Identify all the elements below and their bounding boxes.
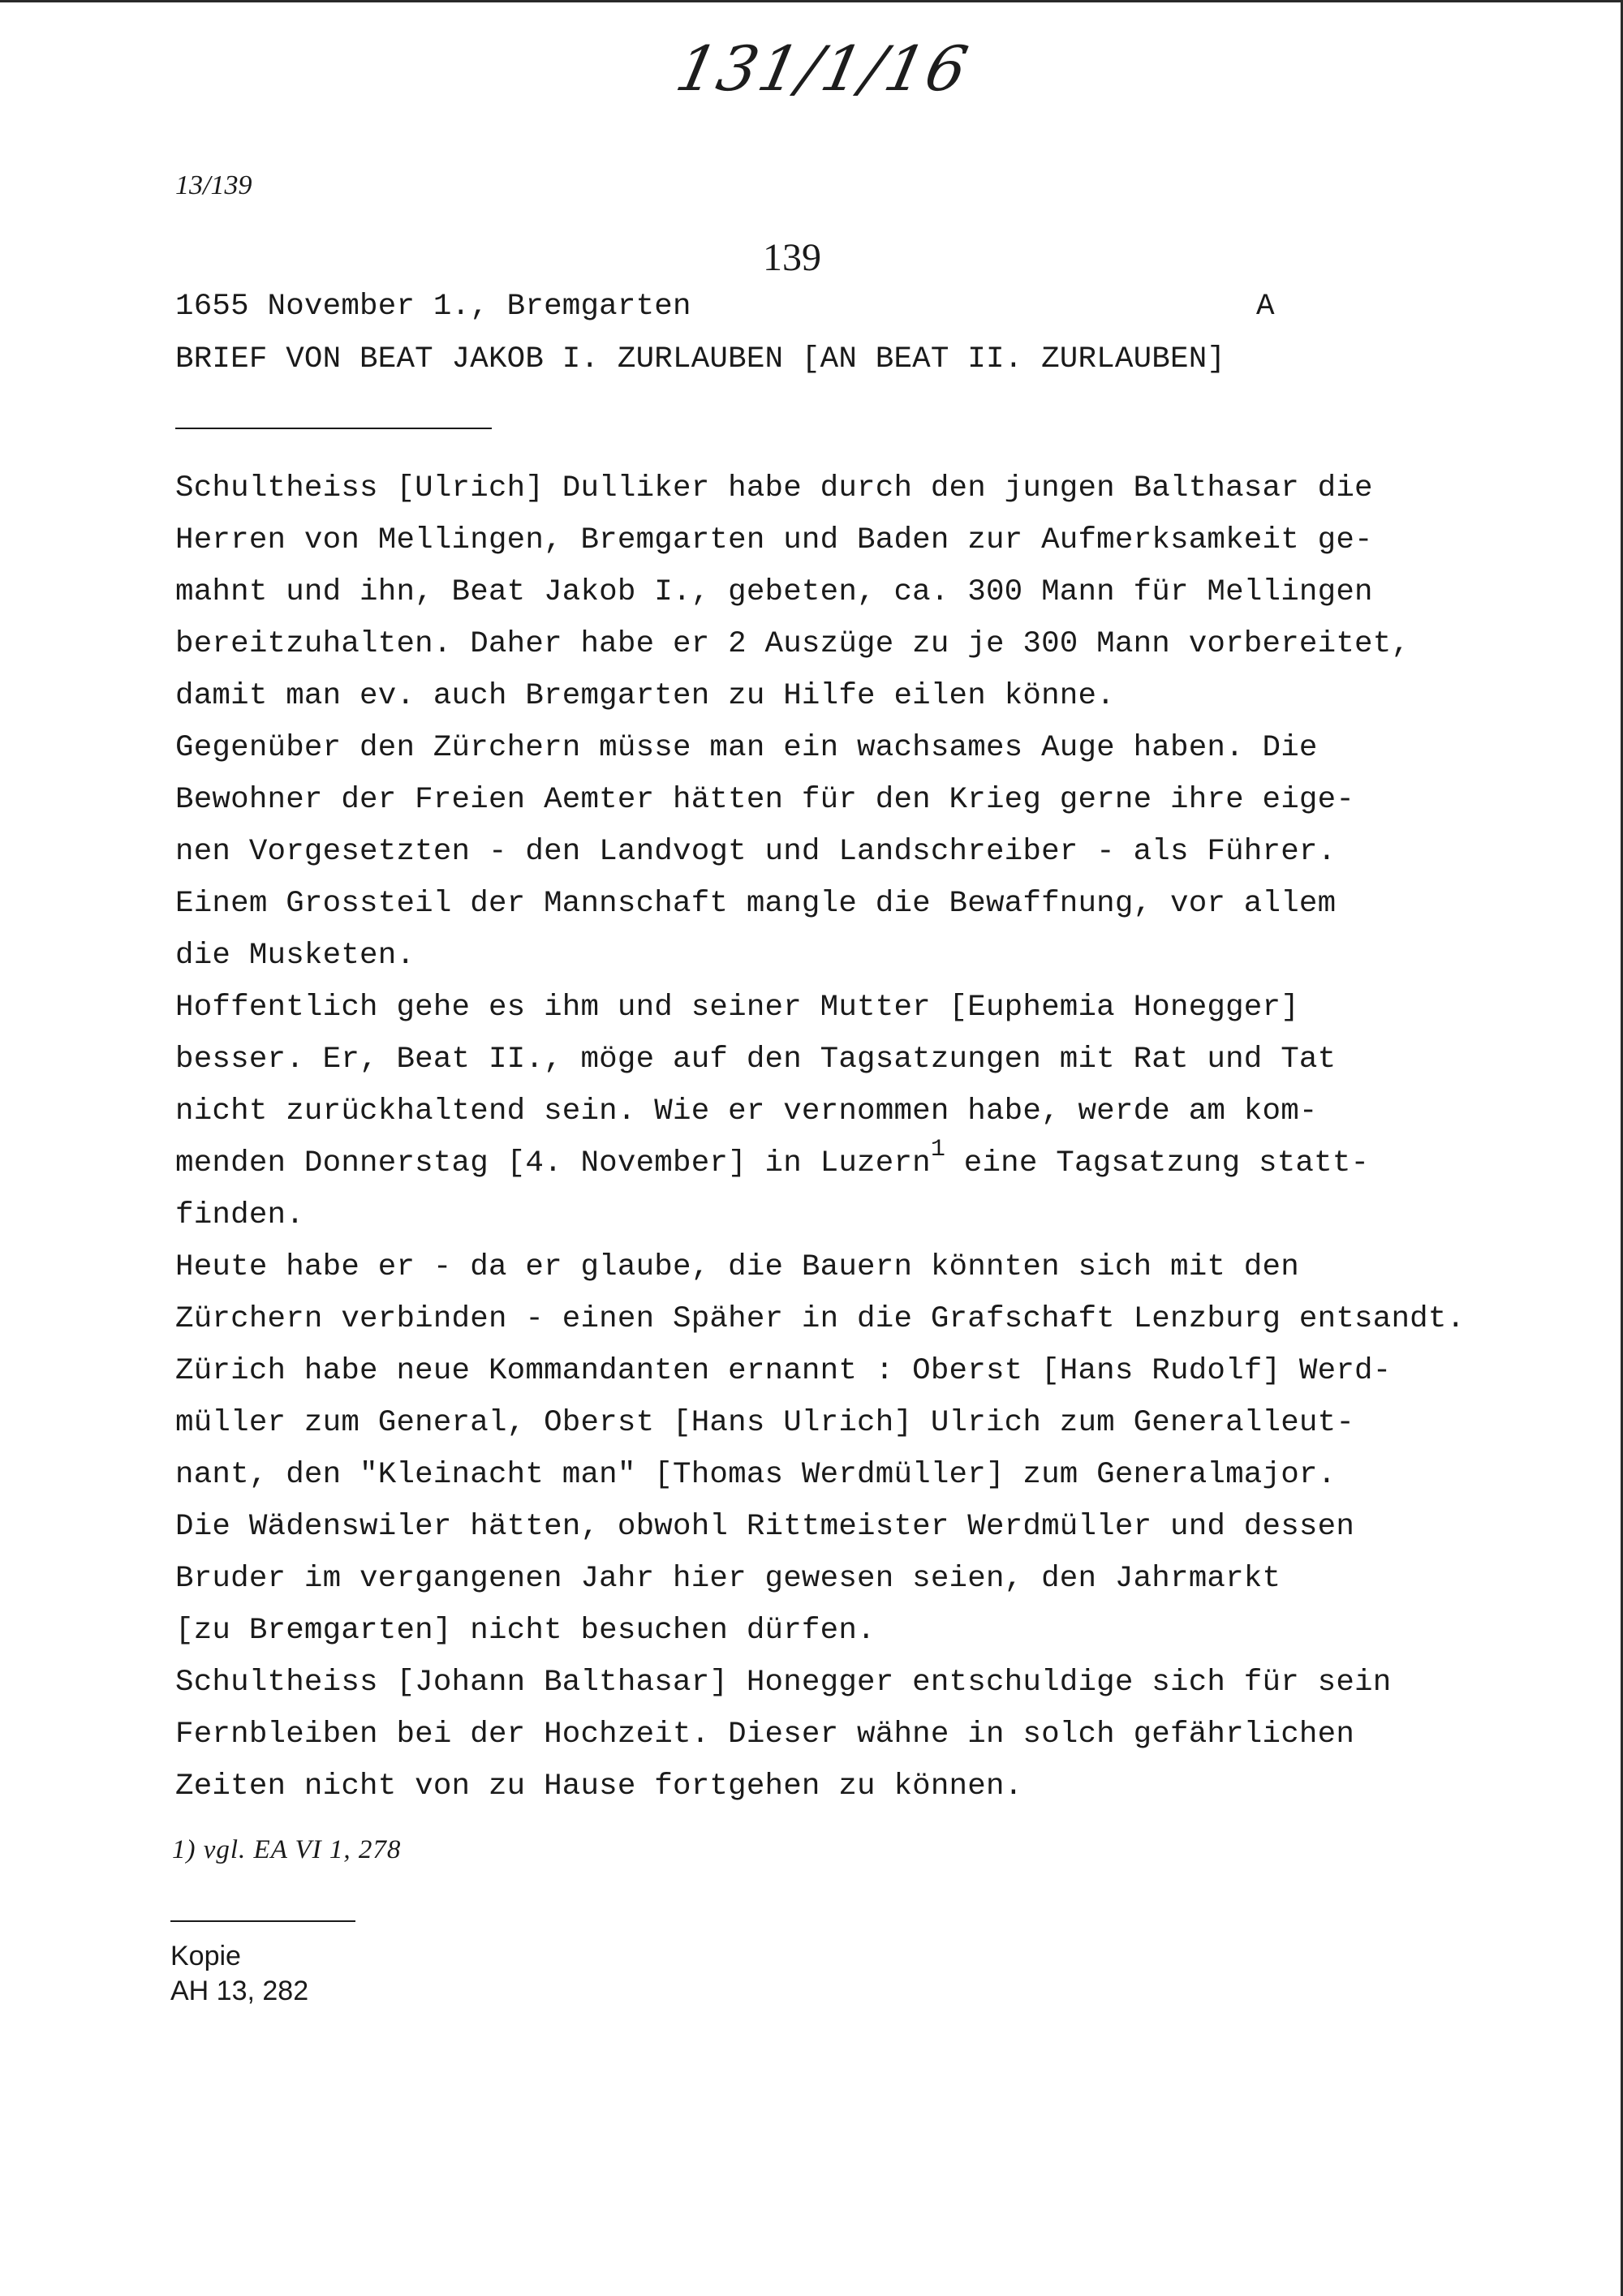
body-line: Bruder im vergangenen Jahr hier gewesen seien, den Jahrmarkt (175, 1562, 1281, 1596)
body-line: Gegenüber den Zürchern müsse man ein wachsames Auge haben. Die (175, 731, 1318, 765)
body-line: Zürchern verbinden - einen Späher in die Grafschaft Lenzburg entsandt. (175, 1302, 1466, 1336)
body-line: bereitzuhalten. Daher habe er 2 Auszüge zu je 300 Mann vorbereitet, (175, 627, 1410, 661)
body-line: nicht zurückhaltend sein. Wie er vernommen habe, werde am kom- (175, 1094, 1318, 1129)
footnote: 1) vgl. EA VI 1, 278 (172, 1835, 402, 1864)
body-line: die Musketen. (175, 939, 415, 973)
document-title: BRIEF VON BEAT JAKOB I. ZURLAUBEN [AN BEAT II. ZURLAUBEN] (175, 342, 1226, 376)
body-line-part: menden Donnerstag [4. November] in Luzern (175, 1146, 931, 1180)
title-divider (175, 428, 492, 429)
body-line: Hoffentlich gehe es ihm und seiner Mutter [Euphemia Honegger] (175, 991, 1299, 1025)
body-line: nant, den "Kleinacht man" [Thomas Werdmüller] zum Generalmajor. (175, 1458, 1337, 1492)
body-line: Herren von Mellingen, Bremgarten und Baden zur Aufmerksamkeit ge- (175, 523, 1373, 557)
body-line: Bewohner der Freien Aemter hätten für den Krieg gerne ihre eige- (175, 783, 1355, 817)
document-number: 139 (763, 236, 821, 279)
body-line-with-footnote (175, 1137, 1604, 1189)
body-line-part: eine Tagsatzung statt- (945, 1146, 1370, 1180)
body-line: mahnt und ihn, Beat Jakob I., gebeten, ca. 300 Mann für Mellingen (175, 575, 1373, 609)
version-marker: A (1256, 290, 1275, 324)
regest-body (175, 462, 1604, 1812)
reference-number: 13/139 (175, 170, 252, 200)
body-line: finden. (175, 1198, 304, 1232)
source-block (170, 1939, 308, 2009)
body-line: müller zum General, Oberst [Hans Ulrich] Ulrich zum Generalleut- (175, 1406, 1355, 1440)
source-reference: AH 13, 282 (170, 1976, 309, 2006)
body-line: damit man ev. auch Bremgarten zu Hilfe eilen könne. (175, 679, 1115, 713)
body-line: besser. Er, Beat II., möge auf den Tagsatzungen mit Rat und Tat (175, 1043, 1337, 1077)
body-line: Schultheiss [Johann Balthasar] Honegger entschuldige sich für sein (175, 1666, 1392, 1700)
body-line: Heute habe er - da er glaube, die Bauern könnten sich mit den (175, 1250, 1299, 1284)
date-place-line: 1655 November 1., Bremgarten (175, 290, 691, 324)
body-line: Zürich habe neue Kommandanten ernannt : Oberst [Hans Rudolf] Werd- (175, 1354, 1392, 1388)
footnote-divider (170, 1920, 355, 1922)
body-line: nen Vorgesetzten - den Landvogt und Landschreiber - als Führer. (175, 835, 1337, 869)
body-line: Fernbleiben bei der Hochzeit. Dieser wähne in solch gefährlichen (175, 1718, 1355, 1752)
page-edge-top (0, 0, 1623, 2)
source-type: Kopie (170, 1941, 241, 1971)
body-line: Zeiten nicht von zu Hause fortgehen zu können. (175, 1769, 1023, 1804)
body-line: [zu Bremgarten] nicht besuchen dürfen. (175, 1614, 876, 1648)
footnote-reference: 1 (930, 1135, 946, 1163)
body-line: Einem Grossteil der Mannschaft mangle die Bewaffnung, vor allem (175, 887, 1337, 921)
body-line: Die Wädenswiler hätten, obwohl Rittmeister Werdmüller und dessen (175, 1510, 1355, 1544)
body-line: Schultheiss [Ulrich] Dulliker habe durch den jungen Balthasar die (175, 471, 1373, 505)
handwritten-archive-mark: 131/1/16 (669, 32, 975, 105)
